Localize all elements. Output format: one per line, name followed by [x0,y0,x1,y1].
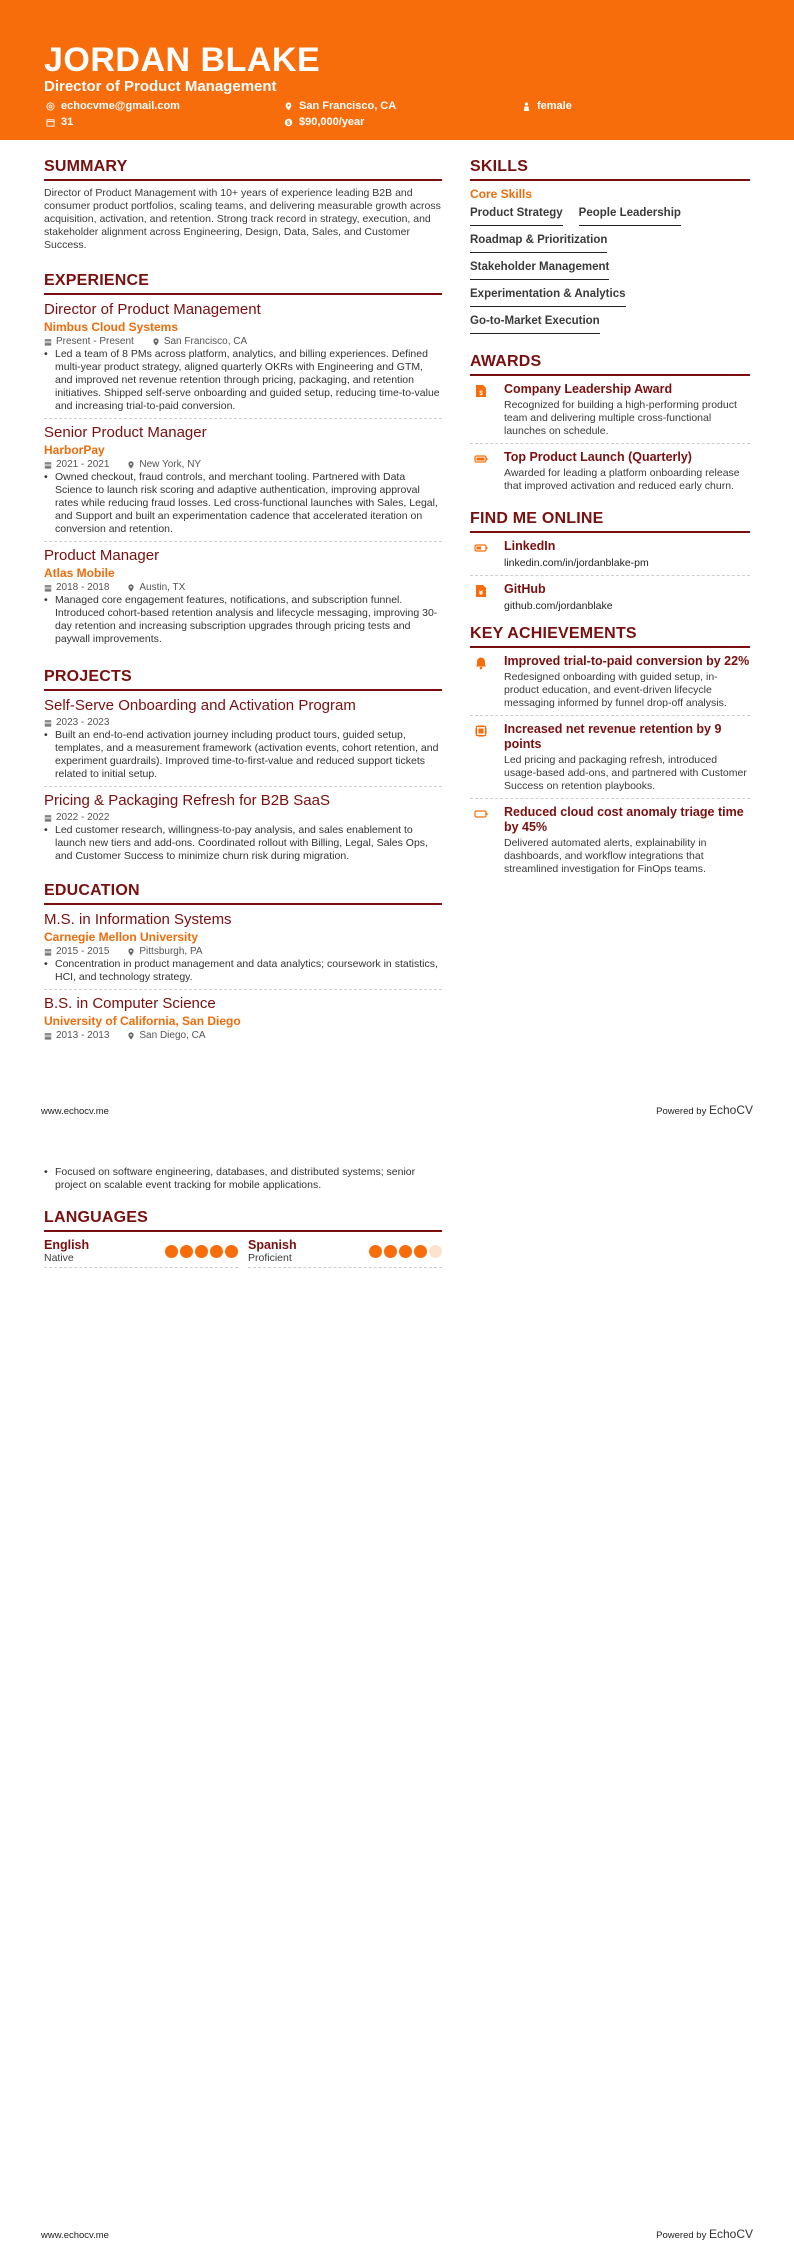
award-item [470,450,750,498]
education-bullet: • Focused on software engineering, databases, and distributed systems; senior project on scalable event tracking for mobile applications. [44,1166,416,1191]
footer-brand: EchoCV [708,1103,753,1117]
footer-site[interactable]: www.echocv.me [41,1106,109,1117]
achievement-item [470,805,750,881]
section-title-education: EDUCATION [44,881,442,905]
degree: B.S. in Computer Science [44,995,216,1012]
coin-icon [284,118,293,127]
contact-salary: $ $90,000/year [284,116,364,129]
job-location: San Francisco, CA [163,336,248,347]
award-item [470,382,750,444]
file-dollar-icon [474,384,488,398]
project-name: Self-Serve Onboarding and Activation Program [44,697,356,714]
language-name: English [44,1238,90,1252]
achievement-name: Increased net revenue retention by 9 points [504,722,722,751]
section-title-online: FIND ME ONLINE [470,509,750,533]
summary-text: Director of Product Management with 10+ years of experience leading B2B and consumer product portfolios, scaling teams, and delivering measurable growth across acquisition, activation, and retention. Strong track record in strategy, execution, and stakeholder alignment across Engineering, Design, Data, Sales, and Customer Success. [44,187,441,251]
job-dates: 2021 - 2021 [56,459,110,470]
online-section [470,509,750,618]
education-meta [44,1029,442,1042]
achievement-description: Redesigned onboarding with guided setup, in-product education, and event-driven lifecycle messaging informed by funnel drop-off analysis. [504,671,727,709]
job-location: New York, NY [139,459,202,470]
award-name: Top Product Launch (Quarterly) [504,450,692,464]
calendar-icon [44,584,52,592]
education-bullet: • Concentration in product management and data analytics; coursework in statistics, HCI, and technology strategy. [44,958,438,983]
achievement-name: Improved trial-to-paid conversion by 22% [504,654,750,668]
right-column [470,157,750,887]
language-name: Spanish [248,1238,297,1252]
education-entry [44,995,442,1047]
job-dates: Present - Present [56,336,134,347]
job-bullet: • Managed core engagement features, notifications, and subscription funnel. Introduced cohort-based retention analysis and lifecycle messaging, improving 30-day retention and increasing subscription upgrades through pricing tests and paywall improvements. [44,594,438,645]
chip-icon [474,724,488,738]
skills-subtitle: Core Skills [470,187,533,201]
language-rating [369,1245,442,1258]
education-entry [44,911,442,990]
calendar-icon [44,948,52,956]
project-meta [44,716,442,729]
education-dates: 2013 - 2013 [56,1030,110,1041]
job-role: Senior Product Manager [44,424,207,441]
experience-section [44,271,442,651]
experience-entry [44,301,442,419]
section-title-projects: PROJECTS [44,667,442,691]
online-label: GitHub [504,582,546,596]
job-meta [44,458,442,471]
summary-section [44,157,442,252]
left-column-page-2 [44,1166,442,1268]
linkedin-link[interactable]: linkedin.com/in/jordanblake-pm [504,557,649,569]
project-name: Pricing & Packaging Refresh for B2B SaaS [44,792,330,809]
skill-tag: Stakeholder Management [470,258,609,280]
map-pin-icon [127,1032,135,1040]
skills-section [470,157,750,339]
section-title-achievements: KEY ACHIEVEMENTS [470,624,750,648]
resume-header [0,0,794,140]
education-meta [44,945,442,958]
footer-powered: Powered by EchoCV [656,2227,753,2241]
language-item [44,1238,238,1268]
job-bullet: • Led a team of 8 PMs across platform, analytics, and billing experiences. Defined multi-year product strategy, aligned quarterly OKRs with Engineering and GTM, and improved net revenue retention through pricing, packaging, and retention initiatives. Shipped self-serve onboarding and guided setup, reducing time-to-value and increasing trial-to-paid conversion. [44,348,440,412]
section-title-awards: AWARDS [470,352,750,376]
candidate-name: JORDAN BLAKE [44,41,321,79]
school-name: Carnegie Mellon University [44,930,199,944]
award-description: Recognized for building a high-performing product team and delivering multiple cross-functional launches on schedule. [504,399,737,437]
battery-full-icon [474,452,488,466]
project-meta [44,811,442,824]
contact-email[interactable]: echocvme@gmail.com [46,100,180,113]
job-bullet: • Owned checkout, fraud controls, and merchant tooling. Partnered with Data Science to launch risk scoring and adaptive authentication, improving approval rates while reducing fraud losses. Led cross-functional launches with Sales, Legal, and Support and built an experimentation cadence that accelerated iteration on conversion and retention. [44,471,438,535]
svg-text:$: $ [479,391,483,397]
skill-tag: Roadmap & Prioritization [470,231,607,253]
left-column [44,157,442,1052]
job-location: Austin, TX [139,582,186,593]
job-meta [44,335,442,348]
skill-tag: Product Strategy [470,204,563,226]
achievement-name: Reduced cloud cost anomaly triage time by 45% [504,805,744,834]
company-name: HarborPay [44,443,105,457]
skills-list [470,204,750,339]
education-dates: 2015 - 2015 [56,946,110,957]
language-rating [165,1245,238,1258]
project-entry [44,792,442,868]
map-pin-icon [127,584,135,592]
skill-tag: People Leadership [579,204,681,226]
achievement-item [470,654,750,716]
section-title-languages: LANGUAGES [44,1208,442,1232]
education-location: San Diego, CA [139,1030,206,1041]
at-icon [46,102,55,111]
page-footer [41,2227,753,2241]
calendar-icon [44,338,52,346]
project-bullet: • Led customer research, willingness-to-pay analysis, and sales enablement to launch new tiers and add-ons. Coordinated rollout with Billing, Legal, Sales Ops, and Customer Success to minimize churn risk during migration. [44,824,428,862]
skill-tag: Experimentation & Analytics [470,285,626,307]
job-dates: 2018 - 2018 [56,582,110,593]
degree: M.S. in Information Systems [44,911,232,928]
language-level: Native [44,1252,74,1264]
section-title-skills: SKILLS [470,157,750,181]
languages-section [44,1208,442,1268]
battery-half-icon [474,541,488,555]
contact-age: 31 [46,116,73,129]
project-bullet: • Built an end-to-end activation journey including product tours, guided setup, templates, and a measurement framework (activation events, cohort retention, and experiment guardrails). Improved time-to-first-value and reduced support tickets related to initial setup. [44,729,439,780]
calendar-icon [44,461,52,469]
education-location: Pittsburgh, PA [139,946,203,957]
award-name: Company Leadership Award [504,382,673,396]
svg-text:$: $ [286,120,291,127]
svg-text:¥: ¥ [478,590,484,597]
contact-location: San Francisco, CA [284,100,396,113]
map-pin-icon [152,338,160,346]
online-item[interactable] [470,582,750,618]
contact-gender: female [522,100,572,113]
awards-section [470,352,750,498]
experience-entry [44,547,442,651]
file-yen-icon [474,584,488,598]
education-section [44,881,442,1047]
achievement-description: Delivered automated alerts, explainability in dashboards, and workflow integrations that streamlined investigation for FinOps teams. [504,837,707,875]
map-pin-icon [127,948,135,956]
calendar-icon [44,814,52,822]
battery-empty-icon [474,807,488,821]
achievements-section [470,624,750,881]
job-meta [44,581,442,594]
calendar-icon [44,1032,52,1040]
online-label: LinkedIn [504,539,556,553]
project-dates: 2023 - 2023 [56,717,110,728]
github-link[interactable]: github.com/jordanblake [504,600,613,612]
company-name: Nimbus Cloud Systems [44,320,179,334]
skill-tag: Go-to-Market Execution [470,312,600,334]
calendar-icon [44,719,52,727]
online-item[interactable] [470,539,750,576]
language-item [248,1238,442,1268]
job-role: Director of Product Management [44,301,261,318]
candidate-title: Director of Product Management [44,78,277,95]
language-level: Proficient [248,1252,292,1264]
footer-brand: EchoCV [708,2227,753,2241]
project-dates: 2022 - 2022 [56,812,110,823]
project-entry [44,697,442,787]
achievement-description: Led pricing and packaging refresh, introduced usage-based add-ons, and partnered with Customer Success on retention playbooks. [504,754,747,792]
school-name: University of California, San Diego [44,1014,241,1028]
company-name: Atlas Mobile [44,566,115,580]
footer-site[interactable]: www.echocv.me [41,2230,109,2241]
section-title-summary: SUMMARY [44,157,442,181]
map-pin-icon [127,461,135,469]
calendar-icon [46,118,55,127]
bell-icon [474,656,488,670]
page-footer [41,1103,753,1117]
section-title-experience: EXPERIENCE [44,271,442,295]
award-description: Awarded for leading a platform onboarding release that improved activation and reduced early churn. [504,467,740,492]
projects-section [44,667,442,868]
job-role: Product Manager [44,547,160,564]
person-icon [522,102,531,111]
achievement-item [470,722,750,799]
experience-entry [44,424,442,542]
footer-powered: Powered by EchoCV [656,1103,753,1117]
map-pin-icon [284,102,293,111]
